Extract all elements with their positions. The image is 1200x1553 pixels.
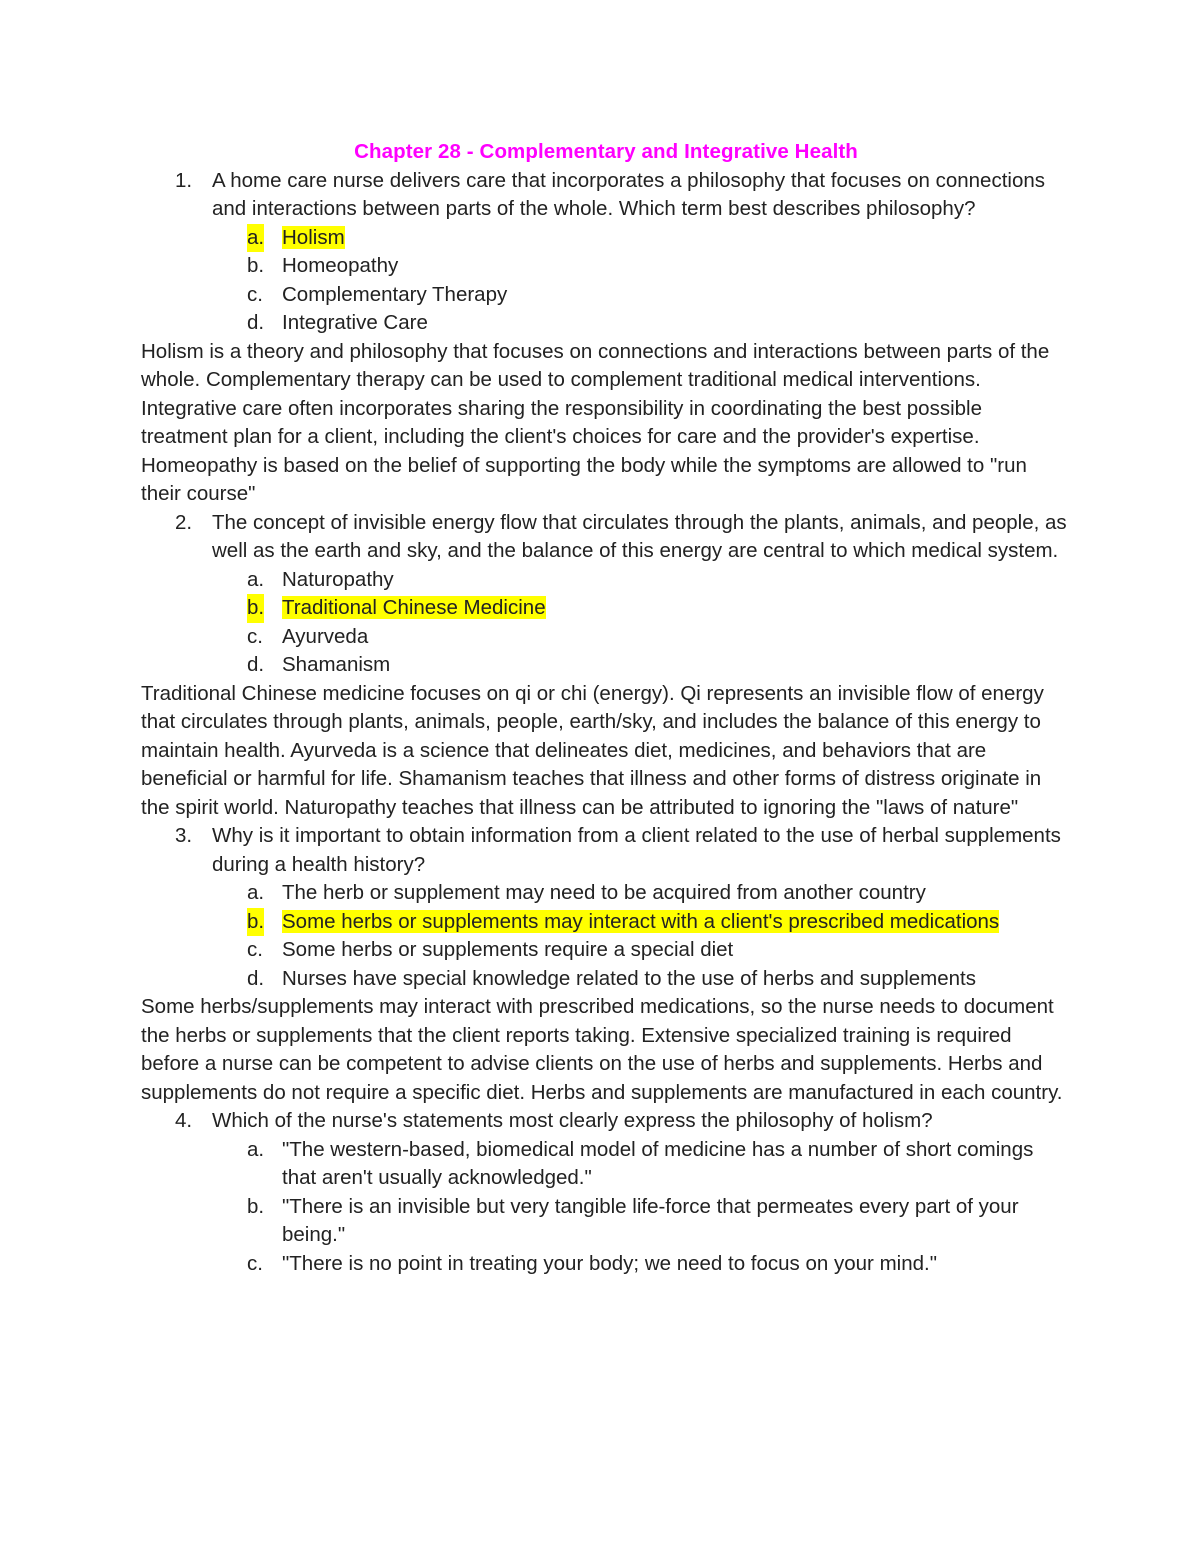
option-letter: b.	[247, 594, 264, 623]
option-text: "There is no point in treating your body; we need to focus on your mind."	[282, 1251, 937, 1275]
answer-option	[141, 566, 1071, 595]
document-page	[141, 138, 1071, 1278]
option-letter: d.	[247, 653, 265, 676]
question-stem	[141, 167, 1071, 224]
question-text: A home care nurse delivers care that incorporates a philosophy that focuses on connections and interactions between parts of the whole. Which term best describes philosophy?	[212, 168, 1046, 220]
question-number: 2.	[175, 510, 193, 534]
option-text-highlighted: Holism	[282, 225, 345, 249]
option-text: The herb or supplement may need to be acquired from another country	[282, 881, 926, 904]
option-letter: a.	[247, 567, 265, 591]
answer-explanation: Traditional Chinese medicine focuses on qi or chi (energy). Qi represents an invisible flow of energy that circulates through plants, animals, people, earth/sky, and includes the balance of this energy to maintain health. Ayurveda is a science that delineates diet, medicines, and behaviors that are beneficial or harmful for life. Shamanism teaches that illness and other forms of distress originate in the spirit world. Naturopathy teaches that illness can be attributed to ignoring the "laws of nature"	[141, 681, 1044, 819]
answer-options	[141, 879, 1071, 993]
answer-option	[141, 879, 1071, 908]
option-letter: c.	[247, 624, 263, 648]
option-letter: c.	[247, 1251, 263, 1275]
option-letter: c.	[247, 282, 263, 306]
option-letter: b.	[247, 1194, 265, 1218]
answer-option	[141, 1193, 1071, 1250]
question-block	[141, 822, 1071, 1107]
question-number: 4.	[175, 1109, 193, 1132]
answer-option	[141, 908, 1071, 937]
answer-option	[141, 1250, 1071, 1279]
option-text: Naturopathy	[282, 567, 394, 591]
question-stem	[141, 1107, 1071, 1136]
option-text: Shamanism	[282, 653, 391, 676]
option-text: Some herbs or supplements require a special diet	[282, 938, 734, 961]
question-text: Which of the nurse's statements most clearly express the philosophy of holism?	[212, 1109, 933, 1132]
answer-option	[141, 936, 1071, 965]
question-text: The concept of invisible energy flow that circulates through the plants, animals, and people, as well as the earth and sky, and the balance of this energy are central to which medical system.	[212, 510, 1067, 562]
answer-option	[141, 252, 1071, 281]
question-stem	[141, 822, 1071, 879]
question-block	[141, 509, 1071, 823]
option-text: Complementary Therapy	[282, 282, 508, 306]
option-text: Homeopathy	[282, 254, 399, 277]
question-text: Why is it important to obtain information from a client related to the use of herbal supplements during a health history?	[212, 824, 1061, 876]
answer-option	[141, 965, 1071, 994]
option-letter: d.	[247, 966, 265, 990]
answer-option	[141, 594, 1071, 623]
option-text: Ayurveda	[282, 624, 369, 648]
option-letter: a.	[247, 881, 265, 904]
option-text-highlighted: Some herbs or supplements may interact with a client's prescribed medications	[282, 909, 1000, 933]
answer-explanation: Some herbs/supplements may interact with prescribed medications, so the nurse needs to document the herbs or supplements that the client reports taking. Extensive specialized training is required before a nurse can be competent to advise clients on the use of herbs and supplements. Herbs and supplements do not require a specific diet. Herbs and supplements are manufactured in each country.	[141, 995, 1063, 1104]
answer-option	[141, 1136, 1071, 1193]
question-block	[141, 167, 1071, 509]
answer-options	[141, 1136, 1071, 1279]
option-text: Integrative Care	[282, 311, 428, 334]
question-block	[141, 1107, 1071, 1278]
answer-option	[141, 281, 1071, 310]
answer-options	[141, 566, 1071, 680]
answer-option	[141, 309, 1071, 338]
question-number: 1.	[175, 168, 193, 192]
question-stem	[141, 509, 1071, 566]
question-number: 3.	[175, 824, 193, 847]
option-letter: a.	[247, 224, 264, 253]
answer-options	[141, 224, 1071, 338]
option-text: "The western-based, biomedical model of medicine has a number of short comings that aren't usually acknowledged."	[282, 1137, 1034, 1189]
option-letter: b.	[247, 908, 264, 937]
answer-option	[141, 651, 1071, 680]
option-letter: a.	[247, 1137, 265, 1161]
option-text: "There is an invisible but very tangible life-force that permeates every part of your being."	[282, 1194, 1019, 1246]
answer-explanation: Holism is a theory and philosophy that focuses on connections and interactions between parts of the whole. Complementary therapy can be used to complement traditional medical interventions. Integrative care often incorporates sharing the responsibility in coordinating the best possible treatment plan for a client, including the client's choices for care and the provider's expertise. Homeopathy is based on the belief of supporting the body while the symptoms are allowed to "run their course"	[141, 339, 1050, 505]
answer-option	[141, 623, 1071, 652]
option-text: Nurses have special knowledge related to the use of herbs and supplements	[282, 966, 977, 990]
option-letter: d.	[247, 311, 265, 334]
chapter-title: Chapter 28 - Complementary and Integrative Health	[354, 140, 858, 163]
option-letter: b.	[247, 254, 265, 277]
answer-option	[141, 224, 1071, 253]
option-text-highlighted: Traditional Chinese Medicine	[282, 596, 546, 619]
option-letter: c.	[247, 938, 263, 961]
